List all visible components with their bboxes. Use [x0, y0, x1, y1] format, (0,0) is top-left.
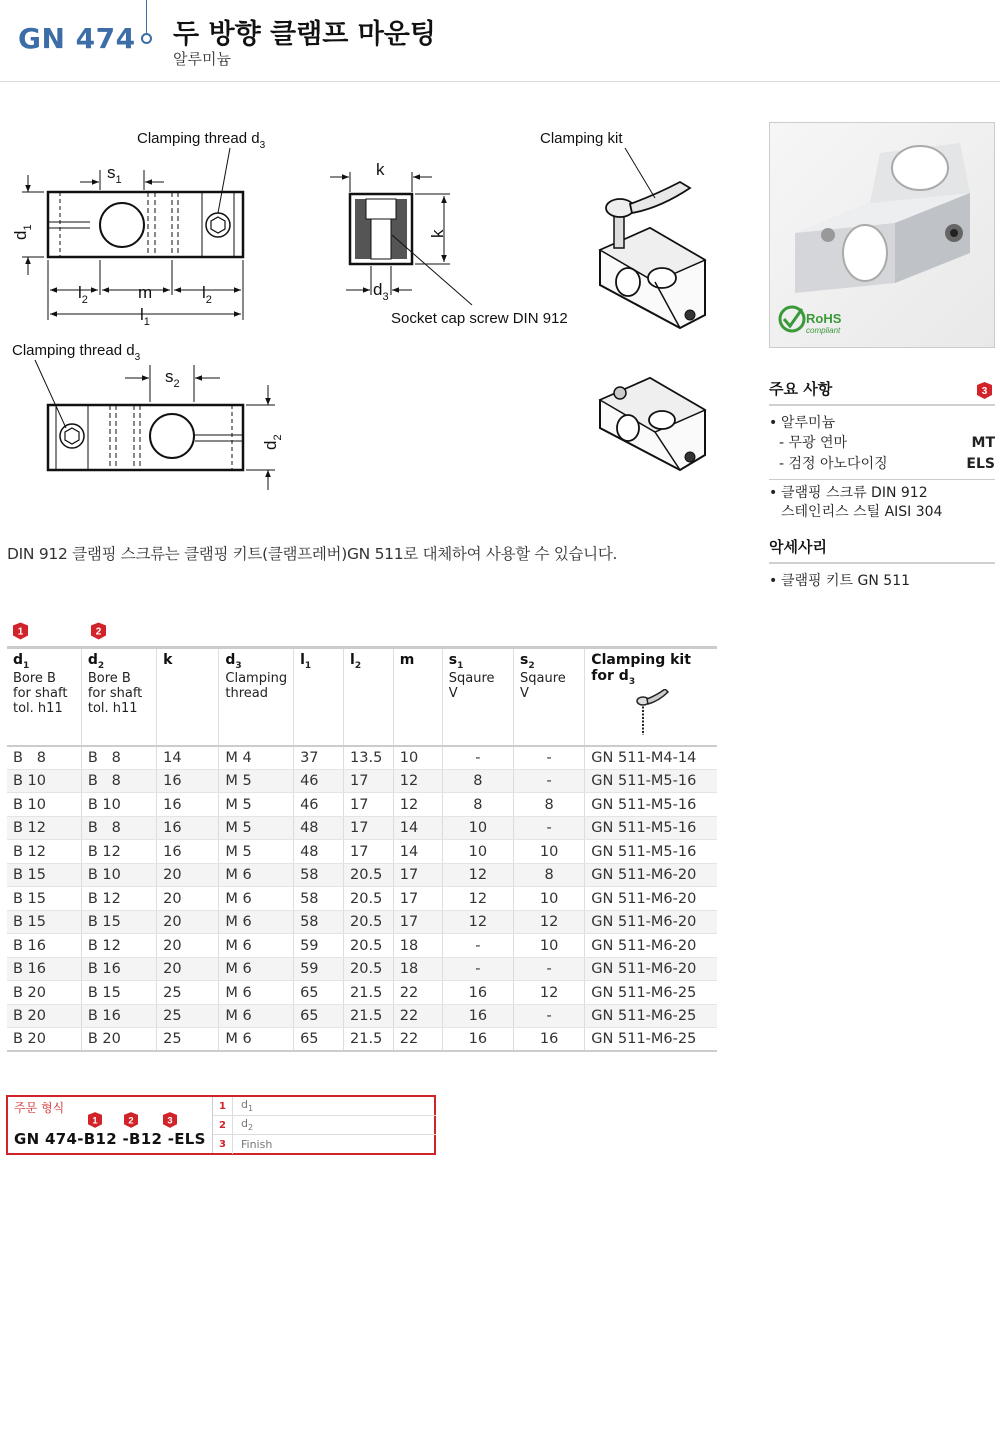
table-cell: 22 [393, 1028, 442, 1052]
table-cell: 21.5 [344, 981, 394, 1005]
label-l1: $l_1$ [140, 305, 150, 328]
table-cell: GN 511-M5-16 [585, 840, 717, 864]
table-cell: GN 511-M6-25 [585, 1004, 717, 1028]
table-cell: 16 [157, 769, 219, 793]
table-cell: GN 511-M6-20 [585, 957, 717, 981]
table-cell: M 5 [219, 769, 294, 793]
table-cell: 16 [157, 793, 219, 817]
table-cell: 20 [157, 863, 219, 887]
order-legend [212, 1097, 436, 1153]
table-cell: 16 [442, 981, 513, 1005]
table-row [7, 840, 717, 864]
table-cell: - [442, 934, 513, 958]
table-cell: 48 [294, 816, 344, 840]
table-cell: GN 511-M6-20 [585, 863, 717, 887]
accessory-item: • 클램핑 키트 GN 511 [769, 572, 995, 591]
table-cell: 12 [442, 887, 513, 911]
table-header-cell: $d_3$ Clamping thread [219, 648, 294, 746]
table-cell: 12 [442, 863, 513, 887]
flag-3-icon [977, 382, 992, 399]
table-header-cell: $s_1$ Sqaure V [442, 648, 513, 746]
svg-text:2: 2 [128, 1115, 134, 1126]
table-cell: B 12 [81, 887, 156, 911]
label-d3: $d_3$ [373, 280, 389, 303]
table-cell: B 10 [81, 863, 156, 887]
label-s1: $s_1$ [107, 163, 122, 186]
table-header-cell: m [393, 648, 442, 746]
table-header-cell: $s_2$ Sqaure V [514, 648, 585, 746]
order-legend-row: 3 Finish [213, 1135, 436, 1154]
table-cell: 17 [344, 816, 394, 840]
features-heading: 주요 사항 3 [769, 378, 995, 406]
table-cell: B 12 [7, 840, 81, 864]
label-l2-left: $l_2$ [78, 283, 88, 306]
table-cell: B 15 [7, 863, 81, 887]
table-cell: 10 [442, 840, 513, 864]
label-k-side: k [428, 229, 447, 238]
table-header-cell: $l_1$ [294, 648, 344, 746]
table-cell: B 15 [7, 910, 81, 934]
table-cell: 65 [294, 1028, 344, 1052]
table-cell: 12 [514, 910, 585, 934]
flag-2-icon [91, 622, 106, 640]
table-cell: 16 [514, 1028, 585, 1052]
table-cell: 59 [294, 957, 344, 981]
table-row [7, 746, 717, 770]
table-header-cell: $d_2$ Bore B for shaft tol. h11 [81, 648, 156, 746]
label-m: m [138, 283, 153, 302]
table-row [7, 769, 717, 793]
header-dot [141, 33, 152, 44]
table-row [7, 887, 717, 911]
table-header-cell: Clamping kit for $d_3$ [585, 648, 717, 746]
table-header-cell: k [157, 648, 219, 746]
table-cell: 8 [514, 793, 585, 817]
table-cell: 10 [393, 746, 442, 770]
table-cell: M 5 [219, 840, 294, 864]
table-cell: B 8 [81, 769, 156, 793]
table-cell: 14 [393, 840, 442, 864]
table-cell: 10 [514, 887, 585, 911]
svg-text:3: 3 [167, 1115, 173, 1126]
table-cell: 25 [157, 1004, 219, 1028]
table-cell: 37 [294, 746, 344, 770]
table-cell: 17 [393, 910, 442, 934]
table-cell: 59 [294, 934, 344, 958]
table-cell: 16 [442, 1028, 513, 1052]
table-cell: GN 511-M6-25 [585, 1028, 717, 1052]
table-cell: B 15 [81, 981, 156, 1005]
table-cell: 58 [294, 910, 344, 934]
table-cell: B 8 [81, 746, 156, 770]
replacement-note: DIN 912 클램핑 스크류는 클램핑 키트(클램프레버)GN 511로 대체하여 사용할 수 있습니다. [7, 545, 618, 563]
order-label: 주문 형식 [14, 1101, 65, 1115]
label-d2: $d_2$ [261, 434, 284, 450]
table-cell: B 12 [7, 816, 81, 840]
table-cell: GN 511-M5-16 [585, 816, 717, 840]
table-cell: 14 [157, 746, 219, 770]
table-cell: - [514, 816, 585, 840]
label-s2: $s_2$ [165, 367, 180, 390]
table-row [7, 1028, 717, 1052]
table-cell: 48 [294, 840, 344, 864]
table-row [7, 934, 717, 958]
table-cell: 20.5 [344, 863, 394, 887]
table-row [7, 816, 717, 840]
table-cell: 20 [157, 934, 219, 958]
table-cell: B 16 [81, 1004, 156, 1028]
table-cell: B 12 [81, 934, 156, 958]
table-cell: 65 [294, 1004, 344, 1028]
table-cell: M 6 [219, 981, 294, 1005]
spec-table [7, 646, 717, 1052]
table-cell: B 15 [7, 887, 81, 911]
finish-row-els: - 검정 아노다이징 ELS [779, 456, 995, 472]
label-k-top: k [376, 160, 385, 179]
table-cell: B 10 [81, 793, 156, 817]
table-cell: 12 [442, 910, 513, 934]
table-cell: 12 [514, 981, 585, 1005]
header-line [146, 0, 147, 34]
table-cell: - [514, 769, 585, 793]
table-cell: 65 [294, 981, 344, 1005]
table-cell: GN 511-M6-20 [585, 887, 717, 911]
table-cell: M 6 [219, 1028, 294, 1052]
accessories-heading: 악세사리 [769, 536, 995, 564]
table-cell: B 20 [7, 1028, 81, 1052]
table-cell: 14 [393, 816, 442, 840]
table-cell: 18 [393, 957, 442, 981]
table-cell: B 15 [81, 910, 156, 934]
label-clamping-thread-top: Clamping thread $d_3$ [137, 130, 266, 151]
table-cell: 22 [393, 1004, 442, 1028]
table-cell: 16 [157, 840, 219, 864]
table-cell: 16 [157, 816, 219, 840]
svg-text:1: 1 [92, 1115, 98, 1126]
table-cell: 25 [157, 981, 219, 1005]
table-header-cell: $d_1$ Bore B for shaft tol. h11 [7, 648, 81, 746]
table-cell: 21.5 [344, 1004, 394, 1028]
label-socket-cap: Socket cap screw DIN 912 [391, 310, 568, 327]
table-cell: 8 [514, 863, 585, 887]
table-cell: GN 511-M4-14 [585, 746, 717, 770]
clamping-kit-icon [631, 689, 671, 739]
finish-row-mt: - 무광 연마 MT [779, 435, 995, 451]
table-cell: M 4 [219, 746, 294, 770]
table-cell: - [514, 746, 585, 770]
order-flag-2-icon [124, 1112, 138, 1128]
label-clamping-thread-bottom: Clamping thread $d_3$ [12, 342, 141, 363]
table-cell: 17 [393, 863, 442, 887]
table-cell: 17 [344, 769, 394, 793]
table-cell: B 20 [7, 1004, 81, 1028]
page-subtitle: 알루미늄 [173, 50, 231, 68]
table-cell: M 5 [219, 793, 294, 817]
table-cell: 20.5 [344, 887, 394, 911]
order-flag-1-icon [88, 1112, 102, 1128]
table-row [7, 910, 717, 934]
table-cell: - [442, 746, 513, 770]
table-cell: GN 511-M6-25 [585, 981, 717, 1005]
table-cell: 58 [294, 887, 344, 911]
table-cell: M 6 [219, 887, 294, 911]
table-cell: - [442, 957, 513, 981]
table-cell: 10 [514, 840, 585, 864]
flag-1-icon [13, 622, 28, 640]
table-cell: GN 511-M5-16 [585, 769, 717, 793]
table-cell: 21.5 [344, 1028, 394, 1052]
table-cell: B 20 [7, 981, 81, 1005]
product-photo [769, 122, 995, 348]
order-example [6, 1095, 436, 1155]
table-cell: GN 511-M6-20 [585, 934, 717, 958]
table-cell: B 8 [81, 816, 156, 840]
table-cell: 20 [157, 957, 219, 981]
table-cell: B 20 [81, 1028, 156, 1052]
product-code: GN 474 [18, 22, 136, 55]
table-cell: 58 [294, 863, 344, 887]
table-header-cell: $l_2$ [344, 648, 394, 746]
table-cell: 16 [442, 1004, 513, 1028]
order-legend-row: 1 $d_1$ [213, 1097, 436, 1116]
table-cell: M 6 [219, 1004, 294, 1028]
svg-text:2: 2 [95, 626, 102, 638]
table-cell: - [514, 1004, 585, 1028]
table-cell: 46 [294, 769, 344, 793]
feature-screw: • 클램핑 스크류 DIN 912 스테인리스 스틸 AISI 304 [769, 484, 995, 522]
table-cell: M 6 [219, 934, 294, 958]
table-cell: 10 [514, 934, 585, 958]
table-cell: 17 [393, 887, 442, 911]
table-cell: 22 [393, 981, 442, 1005]
page-header [0, 0, 1000, 82]
technical-drawing [0, 110, 750, 530]
table-cell: - [514, 957, 585, 981]
feature-material: • 알루미늄 [769, 414, 995, 433]
table-cell: M 6 [219, 910, 294, 934]
table-cell: M 5 [219, 816, 294, 840]
table-row [7, 793, 717, 817]
page-title: 두 방향 클램프 마운팅 [173, 19, 436, 50]
rohs-label: RoHS [806, 311, 842, 326]
table-cell: GN 511-M6-20 [585, 910, 717, 934]
table-cell: 20.5 [344, 934, 394, 958]
table-row [7, 1004, 717, 1028]
table-cell: 17 [344, 793, 394, 817]
table-cell: 12 [393, 769, 442, 793]
table-row [7, 981, 717, 1005]
label-d1: $d_1$ [11, 224, 34, 240]
table-cell: 8 [442, 769, 513, 793]
table-cell: 20 [157, 887, 219, 911]
table-cell: 8 [442, 793, 513, 817]
table-cell: B 10 [7, 769, 81, 793]
table-cell: M 6 [219, 957, 294, 981]
features-panel [769, 378, 995, 591]
table-cell: 13.5 [344, 746, 394, 770]
table-cell: GN 511-M5-16 [585, 793, 717, 817]
svg-text:1: 1 [17, 626, 24, 638]
table-cell: 25 [157, 1028, 219, 1052]
order-legend-row: 2 $d_2$ [213, 1116, 436, 1135]
label-l2-right: $l_2$ [202, 283, 212, 306]
table-cell: 20.5 [344, 957, 394, 981]
table-cell: 18 [393, 934, 442, 958]
table-cell: 17 [344, 840, 394, 864]
order-flag-3-icon [163, 1112, 177, 1128]
table-cell: 20 [157, 910, 219, 934]
table-cell: M 6 [219, 863, 294, 887]
table-cell: 12 [393, 793, 442, 817]
label-clamping-kit: Clamping kit [540, 130, 623, 147]
order-code: GN 474-B12 -B12 -ELS [14, 1130, 206, 1148]
table-cell: 20.5 [344, 910, 394, 934]
table-row [7, 957, 717, 981]
table-cell: B 16 [7, 957, 81, 981]
rohs-compliant: compliant [806, 326, 841, 335]
svg-text:3: 3 [981, 386, 988, 397]
table-cell: B 16 [81, 957, 156, 981]
spec-table-wrap [7, 622, 717, 1052]
table-cell: 46 [294, 793, 344, 817]
table-cell: 10 [442, 816, 513, 840]
table-cell: B 8 [7, 746, 81, 770]
table-row [7, 863, 717, 887]
table-cell: B 10 [7, 793, 81, 817]
table-cell: B 12 [81, 840, 156, 864]
table-cell: B 16 [7, 934, 81, 958]
